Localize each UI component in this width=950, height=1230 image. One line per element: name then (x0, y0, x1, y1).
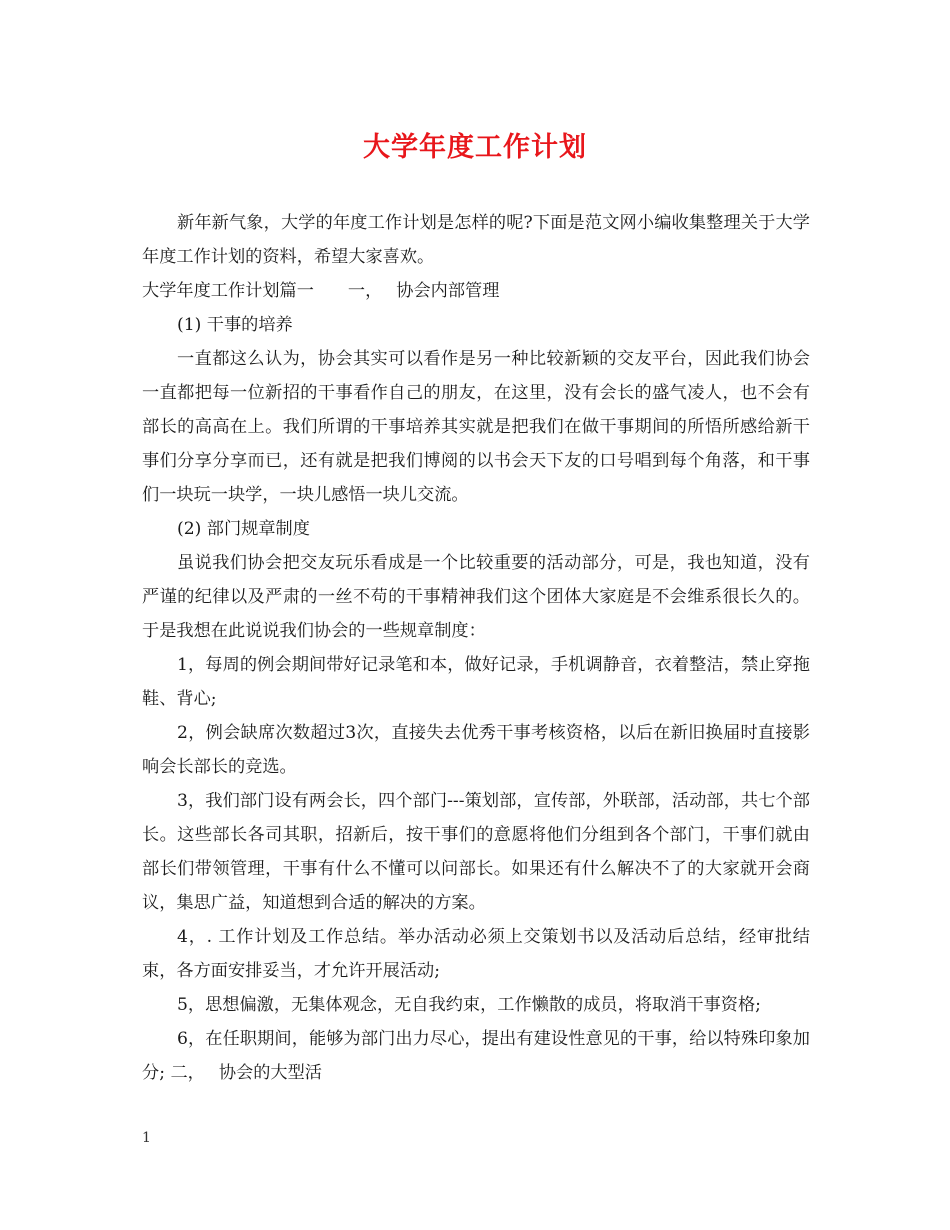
paragraph-cadre-training: 一直都这么认为，协会其实可以看作是另一种比较新颖的交友平台，因此我们协会一直都把每一位新招的干事看作自己的朋友，在这里，没有会长的盛气凌人，也不会有部长的高高在上。我们所谓的干事培养其实就是把我们在做干事期间的所悟所感给新干事们分享分享而已，还有就是把我们博阅的以书会天下友的口号唱到每个角落，和干事们一块玩一块学，一块儿感悟一块儿交流。 (142, 349, 810, 505)
section-2-title-fragment: 协会的大型活 (218, 1063, 322, 1083)
rule-item-6: 6，在任职期间，能够为部门出力尽心，提出有建设性意见的干事，给以特殊印象加分; 二， (142, 1029, 810, 1083)
intro-paragraph: 新年新气象，大学的年度工作计划是怎样的呢?下面是范文网小编收集整理关于大学年度工作计划的资料，希望大家喜欢。 (142, 213, 810, 267)
chapter-label: 大学年度工作计划篇一 (142, 281, 314, 301)
document-body (142, 206, 810, 1090)
rule-item-4: 4，. 工作计划及工作总结。举办活动必须上交策划书以及活动后总结，经审批结束，各方面安排妥当，才允许开展活动; (142, 927, 810, 981)
page-number: 1 (142, 1130, 151, 1146)
section-title: 协会内部管理 (396, 281, 500, 301)
rule-item-3: 3，我们部门设有两会长，四个部门---策划部，宣传部，外联部，活动部，共七个部长。这些部长各司其职，招新后，按干事们的意愿将他们分组到各个部门，干事们就由部长们带领管理，干事有什么不懂可以问部长。如果还有什么解决不了的大家就开会商议，集思广益，知道想到合适的解决的方案。 (142, 791, 810, 913)
subheading-department-rules: (2) 部门规章制度 (177, 519, 310, 539)
section-number: 一， (347, 281, 383, 301)
rule-item-6-line (142, 1022, 810, 1090)
section-heading-line (142, 274, 810, 308)
document-title: 大学年度工作计划 (363, 132, 587, 163)
rule-item-5: 5，思想偏激，无集体观念，无自我约束，工作懒散的成员，将取消干事资格; (177, 995, 761, 1015)
paragraph-rules-intro: 虽说我们协会把交友玩乐看成是一个比较重要的活动部分，可是，我也知道，没有严谨的纪律以及严肃的一丝不苟的干事精神我们这个团体大家庭是不会维系很长久的。于是我想在此说说我们协会的一些规章制度： (142, 553, 810, 641)
rule-item-2: 2，例会缺席次数超过3次，直接失去优秀干事考核资格，以后在新旧换届时直接影响会长部长的竞选。 (142, 723, 810, 777)
rule-item-1: 1，每周的例会期间带好记录笔和本，做好记录，手机调静音，衣着整洁，禁止穿拖鞋、背心; (142, 655, 810, 709)
subheading-cadre-training: (1) 干事的培养 (177, 315, 293, 335)
